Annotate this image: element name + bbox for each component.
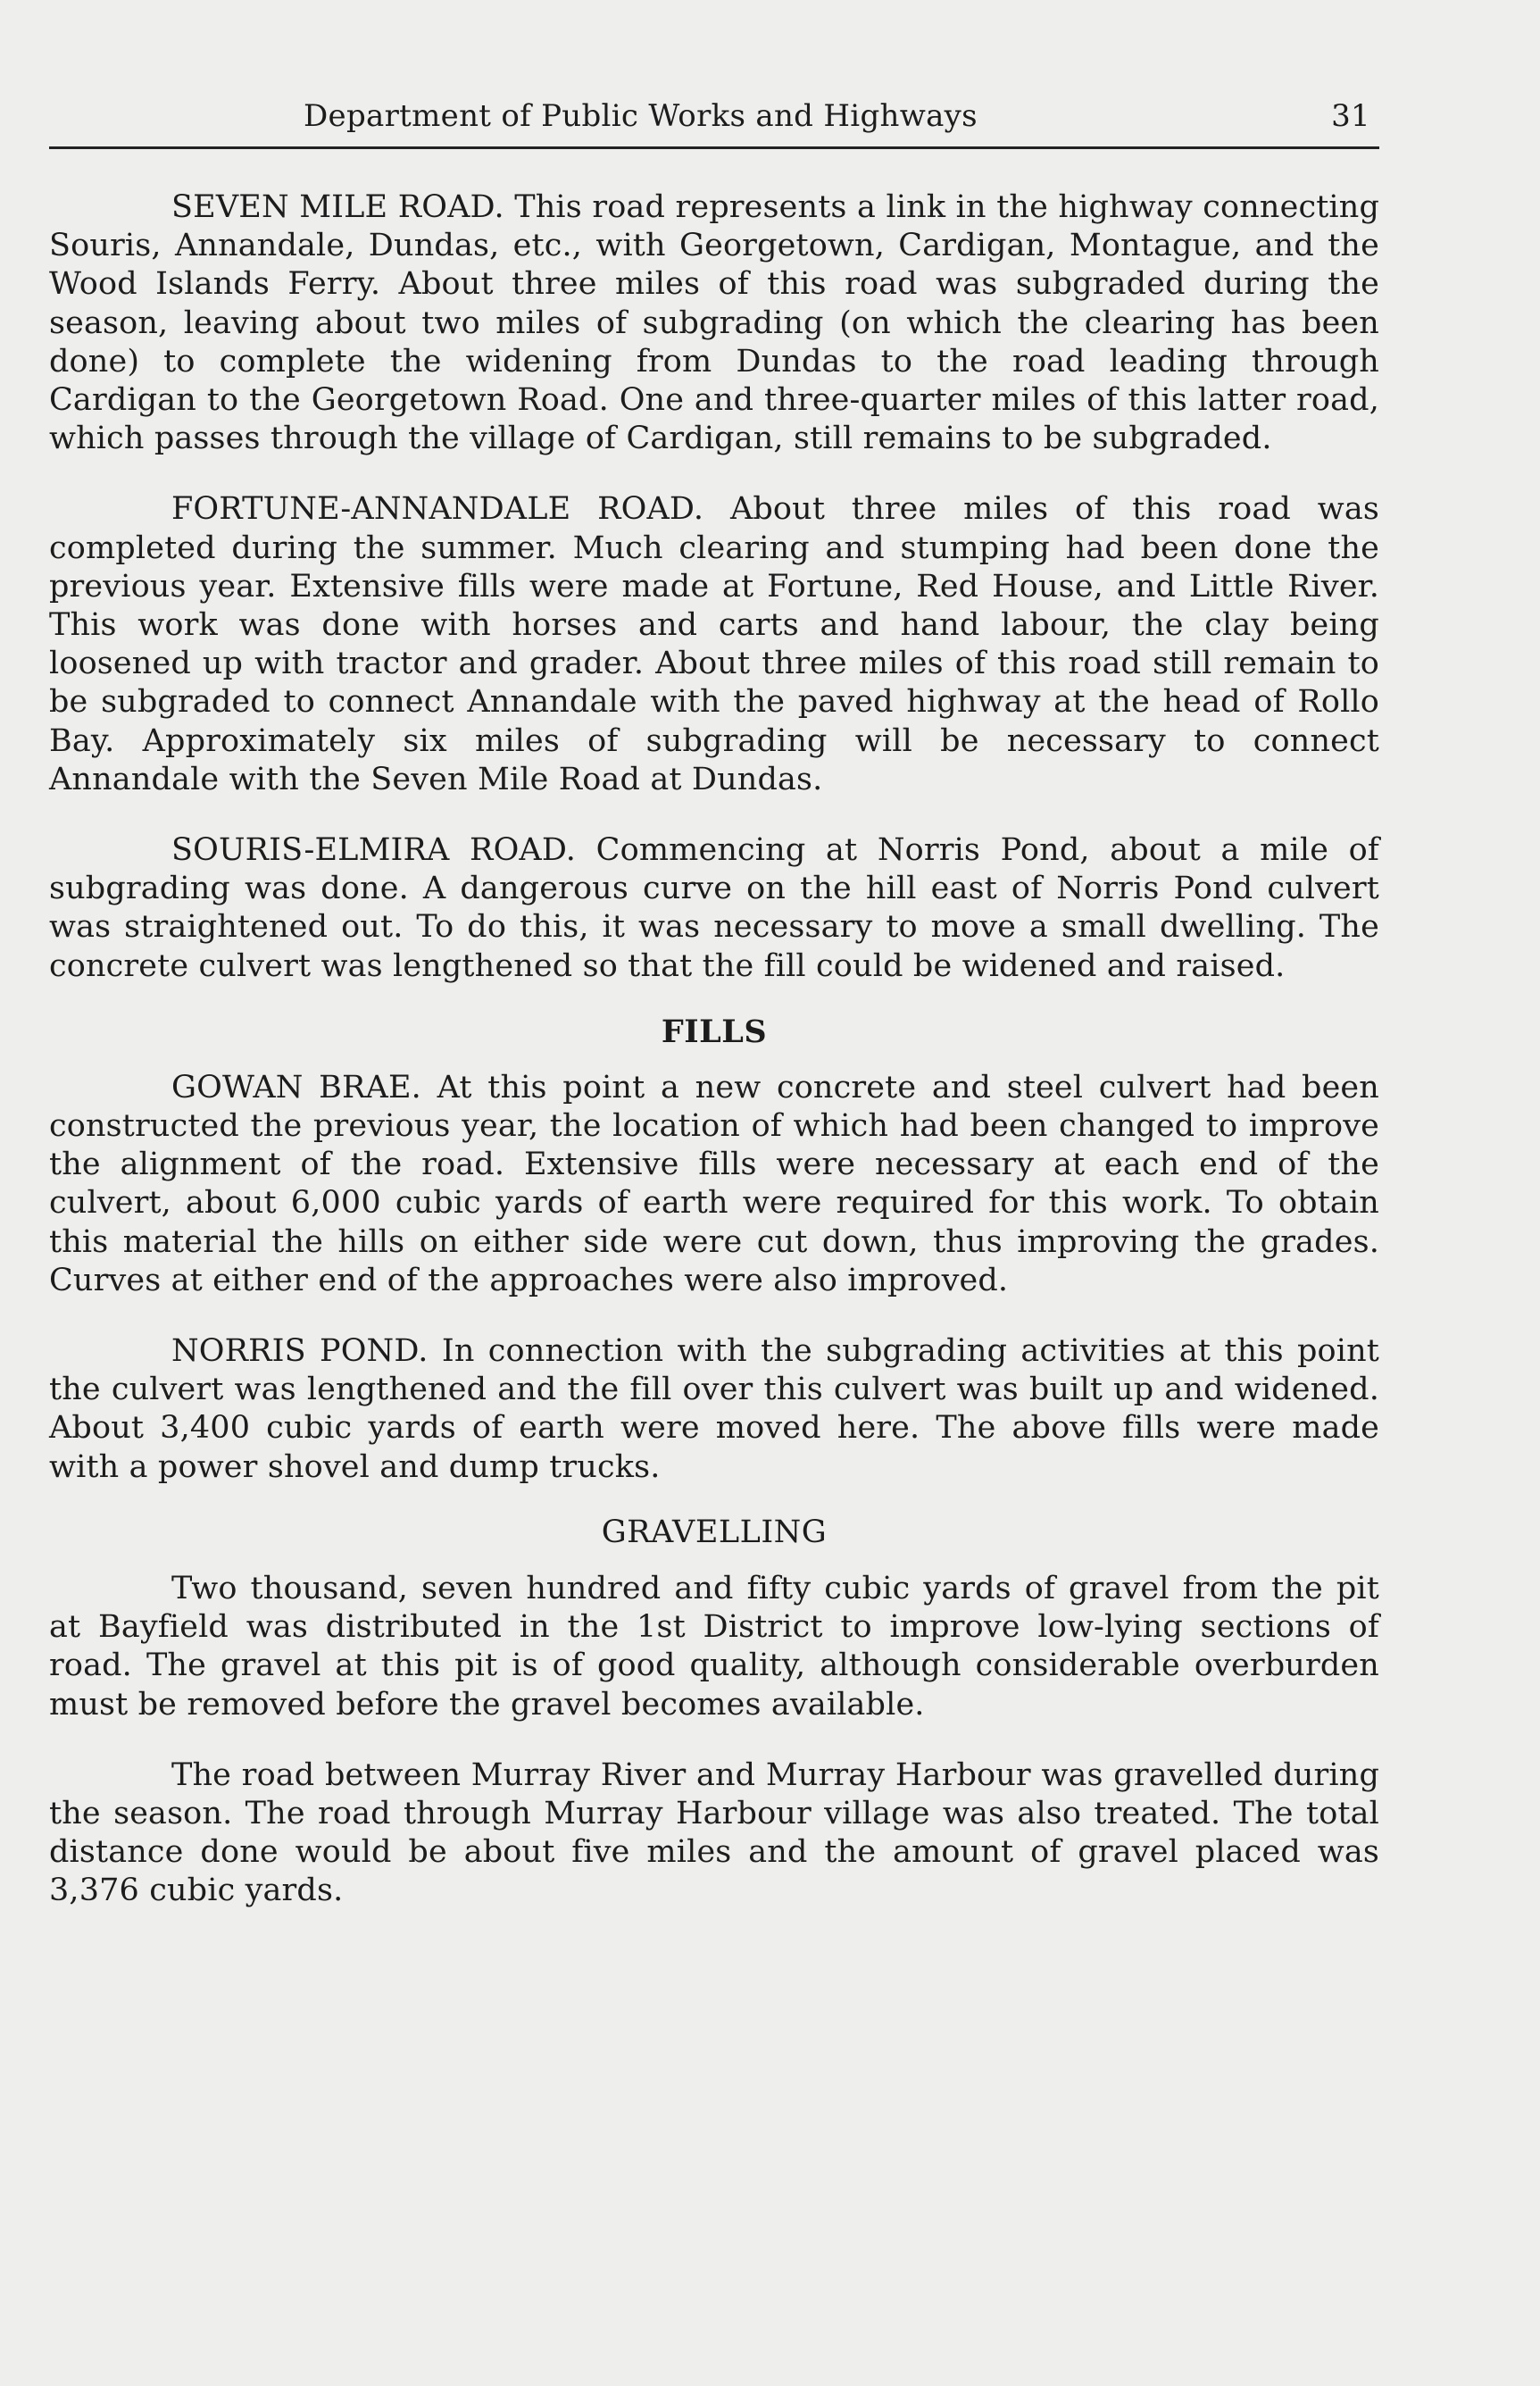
paragraph-gravel-murray: The road between Murray River and Murray Harbour was gravelled during the season. The road through Murray Harbour village was also treated. The total distance done would be about five miles and the amount of gravel placed was 3,376 cubic yards. xyxy=(49,1756,1379,1909)
paragraph-lead: SOURIS-ELMIRA ROAD. xyxy=(171,832,577,869)
section-heading-gravelling: GRAVELLING xyxy=(601,1514,828,1550)
paragraph-norris-pond xyxy=(49,1332,1379,1487)
header-title: Department of Public Works and Highways xyxy=(304,98,978,134)
paragraph-gravel-bayfield: Two thousand, seven hundred and fifty cubic yards of gravel from the pit at Bayfield was distributed in the 1st District to improve low-lying sections of road. The gravel at this pit is of good quality, although considerable overburden must be removed before the gravel becomes available. xyxy=(49,1570,1379,1723)
paragraph-text: This road represents a link in the highway connecting Souris, Annandale, Dundas, etc., with Georgetown, Cardigan, Montague, and the Wood Islands Ferry. About three miles of this road was subgraded during the season, leaving about two miles of subgrading (on which the clearing has been done) to complete the widening from Dundas to the road leading through Cardigan to the Georgetown Road. One and three-quarter miles of this latter road, which passes through the village of Cardigan, still remains to be subgraded. xyxy=(49,189,1380,457)
paragraph-lead: SEVEN MILE ROAD. xyxy=(171,189,504,225)
paragraph-fortune-annandale-road xyxy=(49,490,1379,799)
paragraph-text: Commencing at Norris Pond, about a mile of subgrading was done. A dangerous curve on the hill east of Norris Pond culvert was straightened out. To do this, it was necessary to move a small dwelling. The concrete culvert was lengthened so that the fill could be widened and raised. xyxy=(49,832,1379,984)
paragraph-souris-elmira-road xyxy=(49,831,1379,986)
running-header xyxy=(49,96,1379,136)
page-number: 31 xyxy=(1331,98,1370,134)
paragraph-seven-mile-road xyxy=(49,188,1379,458)
paragraph-text: About three miles of this road was completed during the summer. Much clearing and stumping had been done the previous year. Extensive fills were made at Fortune, Red House, and Little River. This work was done with horses and carts and hand labour, the clay being loosened up with tractor and grader. About three miles of this road still remain to be subgraded to connect Annandale with the paved highway at the head of Rollo Bay. Approximately six miles of subgrading will be necessary to connect Annandale with the Seven Mile Road at Dundas. xyxy=(49,491,1379,797)
paragraph-lead: FORTUNE-ANNANDALE ROAD. xyxy=(171,491,704,528)
paragraph-lead: GOWAN BRAE. xyxy=(171,1069,421,1105)
paragraph-text: In connection with the subgrading activities at this point the culvert was lengthened and the fill over this culvert was built up and widened. About 3,400 cubic yards of earth were moved here. The above fills were made with a power shovel and dump trucks. xyxy=(49,1333,1379,1485)
paragraph-lead: NORRIS POND. xyxy=(171,1333,429,1370)
paragraph-text: At this point a new concrete and steel culvert had been constructed the previous year, the location of which had been changed to improve the alignment of the road. Extensive fills were necessary at each end of the culvert, about 6,000 cubic yards of earth were required for this work. To obtain this material the hills on either side were cut down, thus improving the grades. Curves at either end of the approaches were also improved. xyxy=(49,1069,1379,1298)
header-rule xyxy=(49,146,1379,149)
section-heading-fills: FILLS xyxy=(661,1013,768,1050)
paragraph-gowan-brae xyxy=(49,1069,1379,1300)
